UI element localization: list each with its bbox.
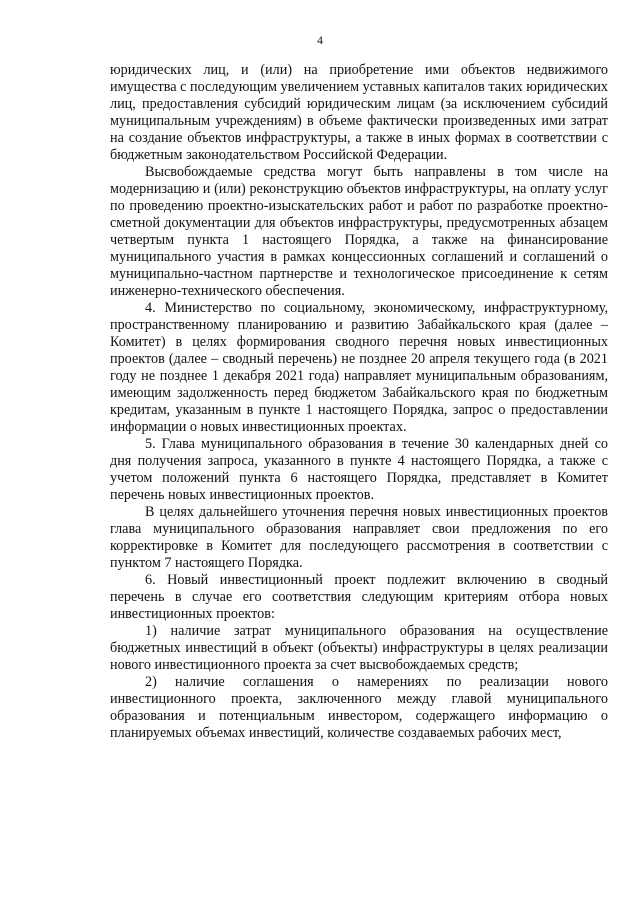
paragraph-refinement: В целях дальнейшего уточнения перечня новых инвестиционных проектов глава муниципального образования направляет свои предложения по его корректировке в Комитет для последующего рассмотрения в соответствии с пунктом 7 настоящего Порядка. — [110, 504, 608, 571]
list-item-criterion-2: 2) наличие соглашения о намерениях по реализации нового инвестиционного проекта, заключенного между главой муниципального образования и потенциальным инвестором, содержащего информацию о планируемых объемах инвестиций, количестве создаваемых рабочих мест, — [110, 674, 608, 741]
paragraph-released-funds: Высвобождаемые средства могут быть направлены в том числе на модернизацию и (или) реконструкцию объектов инфраструктуры, на оплату услуг по проведению проектно-изыскательских работ и работ по разработке проектно-сметной документации для объектов инфраструктуры, предусмотренных абзацем четвертым пункта 1 настоящего Порядка, а также на финансирование муниципального участия в рамках концессионных соглашений и соглашений о муниципально-частном партнерстве и технологическое присоединение к сетям инженерно-технического обеспечения. — [110, 164, 608, 299]
document-body — [110, 62, 608, 742]
paragraph-item-5: 5. Глава муниципального образования в течение 30 календарных дней со дня получения запроса, указанного в пункте 4 настоящего Порядка, а также с учетом положений пункта 6 настоящего Порядка, представляет в Комитет перечень новых инвестиционных проектов. — [110, 436, 608, 503]
paragraph-item-6: 6. Новый инвестиционный проект подлежит включению в сводный перечень в случае его соответствия следующим критериям отбора новых инвестиционных проектов: — [110, 572, 608, 622]
paragraph-item-4: 4. Министерство по социальному, экономическому, инфраструктурному, пространственному планированию и развитию Забайкальского края (далее – Комитет) в целях формирования сводного перечня новых инвестиционных проектов (далее – сводный перечень) не позднее 20 апреля текущего года (в 2021 году не позднее 1 декабря 2021 года) направляет муниципальным образованиям, имеющим задолженность перед бюджетом Забайкальского края по бюджетным кредитам, указанным в пункте 1 настоящего Порядка, запрос о предоставлении информации о новых инвестиционных проектах. — [110, 300, 608, 435]
list-item-criterion-1: 1) наличие затрат муниципального образования на осуществление бюджетных инвестиций в объект (объекты) инфраструктуры в целях реализации нового инвестиционного проекта за счет высвобождаемых средств; — [110, 623, 608, 673]
paragraph-continuation: юридических лиц, и (или) на приобретение ими объектов недвижимого имущества с последующим увеличением уставных капиталов таких юридических лиц, предоставления субсидий юридическим лицам (за исключением субсидий муниципальным учреждениям) в объеме фактически произведенных ими затрат на создание объектов инфраструктуры, а также в иных формах в соответствии с бюджетным законодательством Российской Федерации. — [110, 62, 608, 163]
page-number: 4 — [317, 33, 323, 47]
